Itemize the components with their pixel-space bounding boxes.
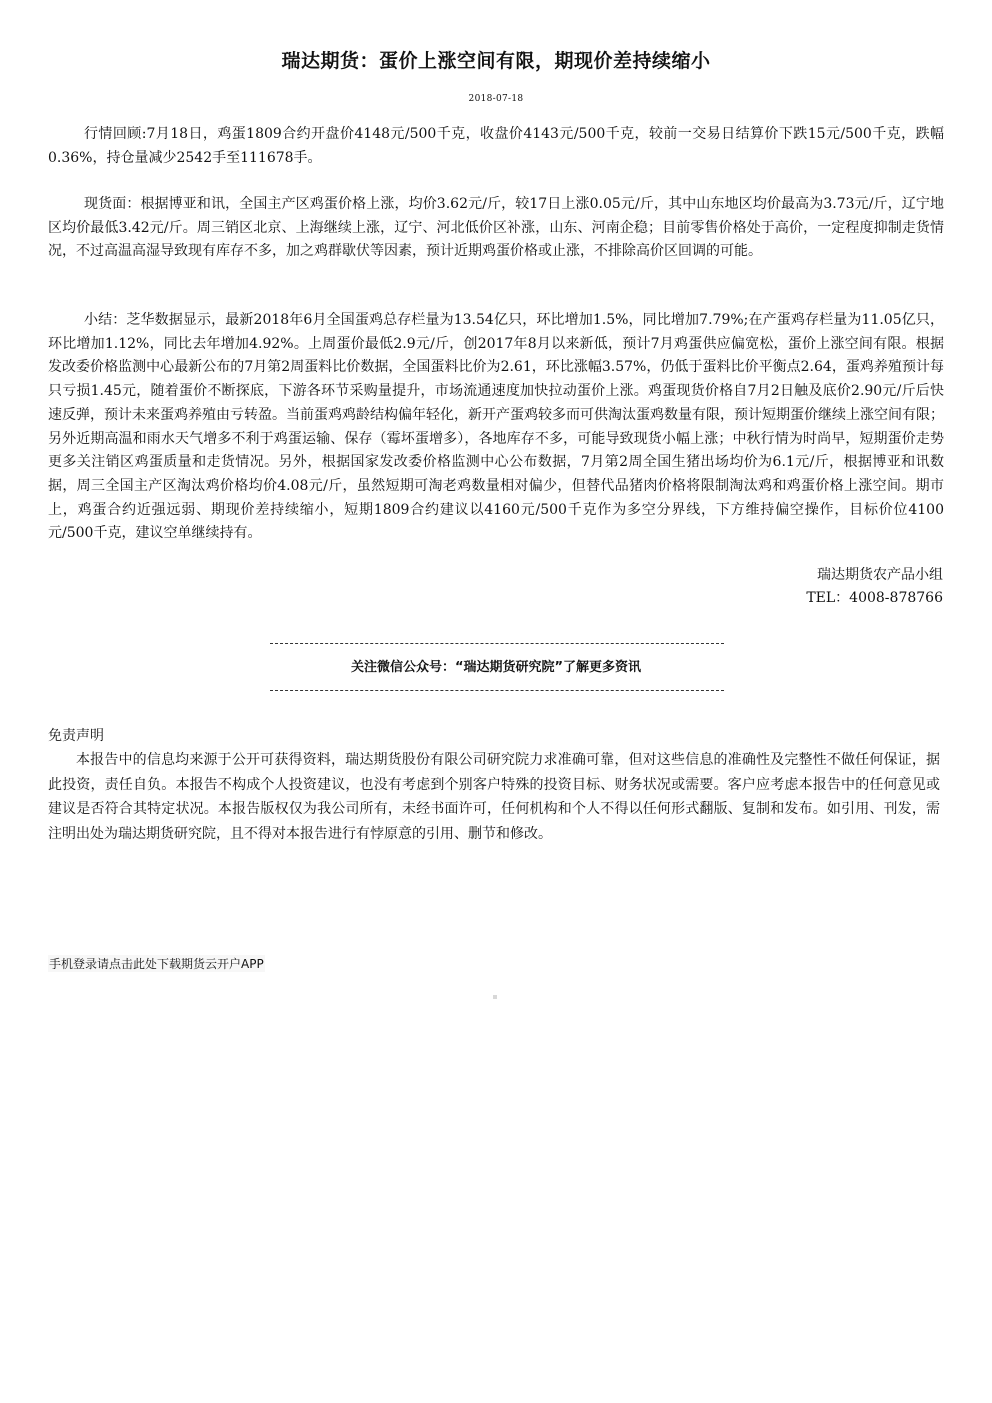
paragraph-summary: 小结：芝华数据显示，最新2018年6月全国蛋鸡总存栏量为13.54亿只，环比增加1.5%，同比增加7.79%;在产蛋鸡存栏量为11.05亿只，环比增加1.12%，同比去年增加4.92%。上周蛋价最低2.9元/斤，创2017年8月以来新低，预计7月鸡蛋供应偏宽松，蛋价上涨空间有限。根据发改委价格监测中心最新公布的7月第2周蛋料比价数据，全国蛋料比价为2.61，环比涨幅3.57%，仍低于蛋料比价平衡点2.64，蛋鸡养殖预计每只亏损1.45元，随着蛋价不断探底，下游各环节采购量提升，市场流通速度加快拉动蛋价上涨。鸡蛋现货价格自7月2日触及底价2.90元/斤后快速反弹，预计未来蛋鸡养殖由亏转盈。当前蛋鸡鸡龄结构偏年轻化，新开产蛋鸡较多而可供淘汰蛋鸡数量有限，预计短期蛋价继续上涨空间有限；另外近期高温和雨水天气增多不利于鸡蛋运输、保存（霉坏蛋增多），各地库存不多，可能导致现货小幅上涨；中秋行情为时尚早，短期蛋价走势更多关注销区鸡蛋质量和走货情况。另外，根据国家发改委价格监测中心公布数据，7月第2周全国生猪出场均价为6.1元/斤，根据博亚和讯数据，周三全国主产区淘汰鸡价格均价4.08元/斤，虽然短期可淘老鸡数量相对偏少，但替代品猪肉价格将限制淘汰鸡和鸡蛋价格上涨空间。期市上，鸡蛋合约近强远弱、期现价差持续缩小，短期1809合约建议以4160元/500千克作为多空分界线，下方维持偏空操作，目标价位4100元/500千克，建议空单继续持有。 xyxy=(48,312,944,542)
contact-telephone: TEL：4008-878766 xyxy=(806,590,943,606)
disclaimer-heading: 免责声明 xyxy=(48,728,104,744)
divider-bottom xyxy=(270,690,724,691)
paragraph-spot-market: 现货面：根据博亚和讯，全国主产区鸡蛋价格上涨，均价3.62元/斤，较17日上涨0.05元/斤，其中山东地区均价最高为3.73元/斤，辽宁地区均价最低3.42元/斤。周三销区北京、上海继续上涨，辽宁、河北低价区补涨，山东、河南企稳；目前零售价格处于高价，一定程度抑制走货情况，不过高温高湿导致现有库存不多，加之鸡群歇伏等因素，预计近期鸡蛋价格或止涨，不排除高价区回调的可能。 xyxy=(48,196,944,260)
author-signature: 瑞达期货农产品小组 xyxy=(817,567,943,583)
tracking-pixel xyxy=(493,995,497,999)
app-download-link[interactable]: 手机登录请点击此处下载期货云开户APP xyxy=(49,957,264,971)
divider-top xyxy=(270,643,724,644)
article-date: 2018-07-18 xyxy=(468,94,524,104)
wechat-promo: 关注微信公众号：“瑞达期货研究院”了解更多资讯 xyxy=(350,660,642,675)
article-title: 瑞达期货：蛋价上涨空间有限，期现价差持续缩小 xyxy=(281,50,711,72)
disclaimer-text: 本报告中的信息均来源于公开可获得资料，瑞达期货股份有限公司研究院力求准确可靠，但对这些信息的准确性及完整性不做任何保证，据此投资，责任自负。本报告不构成个人投资建议，也没有考虑到个别客户特殊的投资目标、财务状况或需要。客户应考虑本报告中的任何意见或建议是否符合其特定状况。本报告版权仅为我公司所有，未经书面许可，任何机构和个人不得以任何形式翻版、复制和发布。如引用、刊发，需注明出处为瑞达期货研究院，且不得对本报告进行有悖原意的引用、删节和修改。 xyxy=(48,752,940,842)
paragraph-market-review: 行情回顾:7月18日，鸡蛋1809合约开盘价4148元/500千克，收盘价4143元/500千克，较前一交易日结算价下跌15元/500千克，跌幅0.36%，持仓量减少2542手至111678手。 xyxy=(48,126,944,166)
